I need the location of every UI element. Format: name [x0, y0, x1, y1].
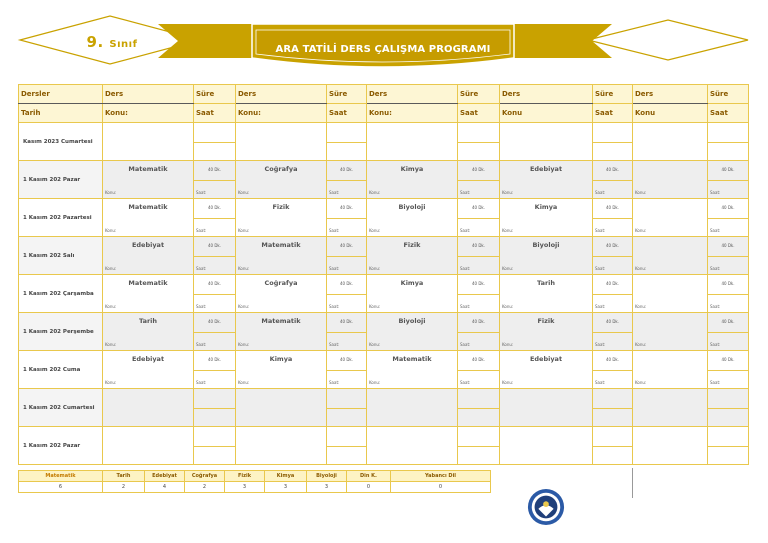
duration-cell [708, 123, 749, 143]
duration-cell: 40 Dk. [458, 275, 500, 295]
time-cell: Saat: [194, 295, 236, 313]
subject-cell: Matematik [367, 351, 458, 371]
date-cell: Kasım 2023 Cumartesi [19, 123, 103, 161]
topic-cell [633, 409, 708, 427]
duration-cell: 40 Dk. [458, 237, 500, 257]
duration-cell [194, 427, 236, 447]
subject-cell [103, 123, 194, 143]
subject-cell [236, 427, 327, 447]
time-cell: Saat: [327, 219, 367, 237]
topic-cell [236, 447, 327, 465]
topic-cell: Konu: [633, 257, 708, 275]
subject-cell: Fizik [367, 237, 458, 257]
topic-cell: Konu: [103, 181, 194, 199]
summary-count: 4 [145, 482, 185, 493]
subject-cell [236, 123, 327, 143]
time-cell [458, 447, 500, 465]
duration-cell [458, 427, 500, 447]
time-cell: Saat: [593, 295, 633, 313]
date-cell: 1 Kasım 202 Pazar [19, 161, 103, 199]
topic-cell: Konu: [103, 219, 194, 237]
subject-cell: Kimya [367, 161, 458, 181]
time-cell [194, 447, 236, 465]
summary-subject: Yabancı Dil [391, 471, 491, 482]
table-row [19, 295, 749, 313]
topic-cell: Konu: [500, 295, 593, 313]
summary-count: 3 [307, 482, 347, 493]
subject-cell [367, 389, 458, 409]
summary-count: 2 [185, 482, 225, 493]
table-row [19, 389, 749, 409]
subject-cell: Matematik [236, 313, 327, 333]
duration-cell: 40 Dk. [708, 351, 749, 371]
topic-cell: Konu: [236, 371, 327, 389]
topic-cell [500, 143, 593, 161]
column-header: Ders [103, 85, 194, 104]
topic-cell: Konu: [633, 219, 708, 237]
table-row [19, 351, 749, 371]
subject-cell: Kimya [367, 275, 458, 295]
grade-label [62, 33, 162, 51]
date-cell: 1 Kasım 202 Pazar [19, 427, 103, 465]
left-gold-strip [158, 24, 252, 58]
subject-cell: Matematik [236, 237, 327, 257]
topic-cell: Konu: [633, 333, 708, 351]
subject-cell: Matematik [103, 275, 194, 295]
topic-cell: Konu: [236, 295, 327, 313]
time-cell: Saat: [708, 295, 749, 313]
time-cell [708, 447, 749, 465]
duration-cell: 40 Dk. [458, 351, 500, 371]
time-cell: Saat: [708, 333, 749, 351]
table-row [19, 161, 749, 181]
duration-cell: 40 Dk. [593, 275, 633, 295]
topic-cell [103, 447, 194, 465]
subject-cell: Biyoloji [367, 199, 458, 219]
grade-word: Sınıf [109, 39, 138, 50]
time-cell [593, 409, 633, 427]
duration-cell: 40 Dk. [593, 313, 633, 333]
column-header: Konu [633, 104, 708, 123]
time-cell [327, 447, 367, 465]
column-header: Süre [194, 85, 236, 104]
table-row [19, 181, 749, 199]
table-row [19, 447, 749, 465]
duration-cell: 40 Dk. [593, 199, 633, 219]
time-cell [327, 143, 367, 161]
summary-count: 3 [265, 482, 307, 493]
time-cell [593, 447, 633, 465]
topic-cell: Konu: [103, 257, 194, 275]
time-cell: Saat: [194, 257, 236, 275]
duration-cell: 40 Dk. [327, 161, 367, 181]
table-row [19, 219, 749, 237]
duration-cell [194, 123, 236, 143]
duration-cell: 40 Dk. [708, 275, 749, 295]
duration-cell: 40 Dk. [194, 161, 236, 181]
subject-cell: Coğrafya [236, 161, 327, 181]
date-cell: 1 Kasım 202 Cumartesi [19, 389, 103, 427]
table-row [19, 409, 749, 427]
topic-cell: Konu: [633, 295, 708, 313]
time-cell [458, 143, 500, 161]
date-cell: 1 Kasım 202 Cuma [19, 351, 103, 389]
topic-cell [367, 447, 458, 465]
time-cell: Saat: [708, 257, 749, 275]
topic-cell: Konu: [500, 181, 593, 199]
table-row [19, 313, 749, 333]
duration-cell [327, 427, 367, 447]
subject-cell: Edebiyat [103, 351, 194, 371]
topic-cell: Konu: [367, 333, 458, 351]
subject-cell: Fizik [236, 199, 327, 219]
subject-cell: Edebiyat [500, 351, 593, 371]
subject-cell: Biyoloji [367, 313, 458, 333]
topic-cell: Konu: [633, 371, 708, 389]
duration-cell: 40 Dk. [458, 313, 500, 333]
duration-cell [458, 123, 500, 143]
table-row [19, 199, 749, 219]
topic-cell [500, 447, 593, 465]
summary-names-row [19, 471, 491, 482]
time-cell [327, 409, 367, 427]
duration-cell: 40 Dk. [327, 275, 367, 295]
topic-cell [236, 143, 327, 161]
date-cell: 1 Kasım 202 Çarşamba [19, 275, 103, 313]
column-header: Ders [500, 85, 593, 104]
column-header: Saat [194, 104, 236, 123]
subject-cell [633, 351, 708, 371]
time-cell: Saat: [458, 371, 500, 389]
date-cell: 1 Kasım 202 Salı [19, 237, 103, 275]
topic-cell: Konu: [367, 181, 458, 199]
topic-cell: Konu: [633, 181, 708, 199]
table-header-row [19, 104, 749, 123]
subject-cell: Tarih [500, 275, 593, 295]
duration-cell [708, 427, 749, 447]
duration-cell: 40 Dk. [194, 199, 236, 219]
duration-cell: 40 Dk. [458, 199, 500, 219]
summary-count: 0 [347, 482, 391, 493]
time-cell: Saat: [458, 295, 500, 313]
time-cell: Saat: [708, 181, 749, 199]
table-header-row [19, 85, 749, 104]
topic-cell [103, 409, 194, 427]
column-header: Konu: [367, 104, 458, 123]
column-header: Tarih [19, 104, 103, 123]
time-cell: Saat: [593, 181, 633, 199]
time-cell: Saat: [327, 257, 367, 275]
time-cell: Saat: [458, 333, 500, 351]
duration-cell: 40 Dk. [458, 161, 500, 181]
subject-cell [236, 389, 327, 409]
topic-cell: Konu: [236, 257, 327, 275]
time-cell [708, 409, 749, 427]
duration-cell: 40 Dk. [327, 313, 367, 333]
subject-cell [633, 161, 708, 181]
subject-cell: Matematik [103, 161, 194, 181]
time-cell [194, 143, 236, 161]
subject-cell [633, 427, 708, 447]
time-cell: Saat: [593, 371, 633, 389]
duration-cell: 40 Dk. [327, 237, 367, 257]
time-cell [593, 143, 633, 161]
topic-cell: Konu: [367, 371, 458, 389]
subject-cell: Kimya [500, 199, 593, 219]
duration-cell: 40 Dk. [194, 313, 236, 333]
time-cell: Saat: [194, 371, 236, 389]
column-header: Konu [500, 104, 593, 123]
subject-cell [367, 123, 458, 143]
time-cell: Saat: [194, 219, 236, 237]
duration-cell [593, 427, 633, 447]
subject-cell [633, 275, 708, 295]
time-cell [708, 143, 749, 161]
topic-cell [367, 143, 458, 161]
topic-cell [633, 447, 708, 465]
topic-cell: Konu: [500, 257, 593, 275]
subject-cell: Kimya [236, 351, 327, 371]
subject-summary-table [18, 470, 491, 493]
summary-subject: Tarih [103, 471, 145, 482]
duration-cell: 40 Dk. [708, 161, 749, 181]
table-row [19, 237, 749, 257]
topic-cell [367, 409, 458, 427]
column-header: Ders [236, 85, 327, 104]
time-cell: Saat: [327, 181, 367, 199]
time-cell: Saat: [327, 371, 367, 389]
topic-cell: Konu: [367, 219, 458, 237]
subject-cell [633, 237, 708, 257]
summary-subject: Din K. [347, 471, 391, 482]
summary-subject: Coğrafya [185, 471, 225, 482]
table-row [19, 275, 749, 295]
duration-cell: 40 Dk. [708, 313, 749, 333]
table-row [19, 257, 749, 275]
summary-values-row [19, 482, 491, 493]
topic-cell: Konu: [103, 371, 194, 389]
topic-cell: Konu: [367, 295, 458, 313]
column-header: Saat [327, 104, 367, 123]
subject-cell [500, 123, 593, 143]
topic-cell [103, 143, 194, 161]
subject-cell: Biyoloji [500, 237, 593, 257]
subject-cell: Coğrafya [236, 275, 327, 295]
column-header: Saat [708, 104, 749, 123]
time-cell: Saat: [458, 257, 500, 275]
topic-cell: Konu: [103, 295, 194, 313]
topic-cell: Konu: [103, 333, 194, 351]
duration-cell: 40 Dk. [194, 275, 236, 295]
schedule-table [18, 84, 749, 465]
duration-cell: 40 Dk. [593, 237, 633, 257]
topic-cell: Konu: [236, 333, 327, 351]
summary-count: 0 [391, 482, 491, 493]
right-gold-strip [514, 24, 612, 58]
column-header: Süre [327, 85, 367, 104]
subject-cell [103, 389, 194, 409]
column-header: Ders [367, 85, 458, 104]
page-title: ARA TATİLİ DERS ÇALIŞMA PROGRAMI [275, 44, 491, 55]
duration-cell: 40 Dk. [194, 237, 236, 257]
duration-cell [458, 389, 500, 409]
duration-cell [327, 389, 367, 409]
duration-cell: 40 Dk. [327, 199, 367, 219]
duration-cell: 40 Dk. [327, 351, 367, 371]
duration-cell: 40 Dk. [593, 161, 633, 181]
topic-cell [500, 409, 593, 427]
topic-cell: Konu: [367, 257, 458, 275]
table-row [19, 143, 749, 161]
time-cell: Saat: [593, 219, 633, 237]
time-cell: Saat: [593, 257, 633, 275]
topic-cell: Konu: [500, 219, 593, 237]
column-header: Süre [458, 85, 500, 104]
subject-cell [103, 427, 194, 447]
time-cell [194, 409, 236, 427]
time-cell: Saat: [327, 295, 367, 313]
duration-cell [708, 389, 749, 409]
topic-cell: Konu: [500, 333, 593, 351]
date-cell: 1 Kasım 202 Perşembe [19, 313, 103, 351]
summary-subject: Matematik [19, 471, 103, 482]
summary-count: 6 [19, 482, 103, 493]
time-cell: Saat: [327, 333, 367, 351]
time-cell: Saat: [458, 219, 500, 237]
duration-cell [327, 123, 367, 143]
time-cell: Saat: [194, 333, 236, 351]
summary-count: 3 [225, 482, 265, 493]
table-row [19, 427, 749, 447]
subject-cell: Edebiyat [103, 237, 194, 257]
column-header: Ders [633, 85, 708, 104]
duration-cell: 40 Dk. [194, 351, 236, 371]
topic-cell [236, 409, 327, 427]
column-header: Saat [593, 104, 633, 123]
topic-cell: Konu: [236, 219, 327, 237]
column-header: Konu: [236, 104, 327, 123]
right-diamond-outline [588, 20, 748, 60]
time-cell: Saat: [458, 181, 500, 199]
subject-cell: Fizik [500, 313, 593, 333]
time-cell: Saat: [194, 181, 236, 199]
column-header: Dersler [19, 85, 103, 104]
subject-cell [500, 427, 593, 447]
summary-subject: Biyoloji [307, 471, 347, 482]
subject-cell [633, 389, 708, 409]
duration-cell: 40 Dk. [708, 237, 749, 257]
time-cell [458, 409, 500, 427]
vertical-divider [632, 468, 633, 498]
time-cell: Saat: [708, 219, 749, 237]
table-row [19, 123, 749, 143]
time-cell: Saat: [593, 333, 633, 351]
summary-subject: Fizik [225, 471, 265, 482]
duration-cell: 40 Dk. [593, 351, 633, 371]
summary-subject: Edebiyat [145, 471, 185, 482]
subject-cell [633, 199, 708, 219]
subject-cell: Tarih [103, 313, 194, 333]
column-header: Süre [708, 85, 749, 104]
summary-subject: Kimya [265, 471, 307, 482]
topic-cell: Konu: [500, 371, 593, 389]
time-cell: Saat: [708, 371, 749, 389]
subject-cell: Matematik [103, 199, 194, 219]
table-row [19, 371, 749, 389]
duration-cell [194, 389, 236, 409]
summary-count: 2 [103, 482, 145, 493]
duration-cell: 40 Dk. [708, 199, 749, 219]
column-header: Konu: [103, 104, 194, 123]
subject-cell [367, 427, 458, 447]
subject-cell [633, 123, 708, 143]
table-row [19, 333, 749, 351]
topic-cell: Konu: [236, 181, 327, 199]
duration-cell [593, 389, 633, 409]
subject-cell: Edebiyat [500, 161, 593, 181]
topic-cell [633, 143, 708, 161]
subject-cell [500, 389, 593, 409]
column-header: Saat [458, 104, 500, 123]
grade-number: 9. [86, 33, 104, 51]
column-header: Süre [593, 85, 633, 104]
school-emblem-icon [527, 488, 565, 526]
date-cell: 1 Kasım 202 Pazartesi [19, 199, 103, 237]
duration-cell [593, 123, 633, 143]
subject-cell [633, 313, 708, 333]
